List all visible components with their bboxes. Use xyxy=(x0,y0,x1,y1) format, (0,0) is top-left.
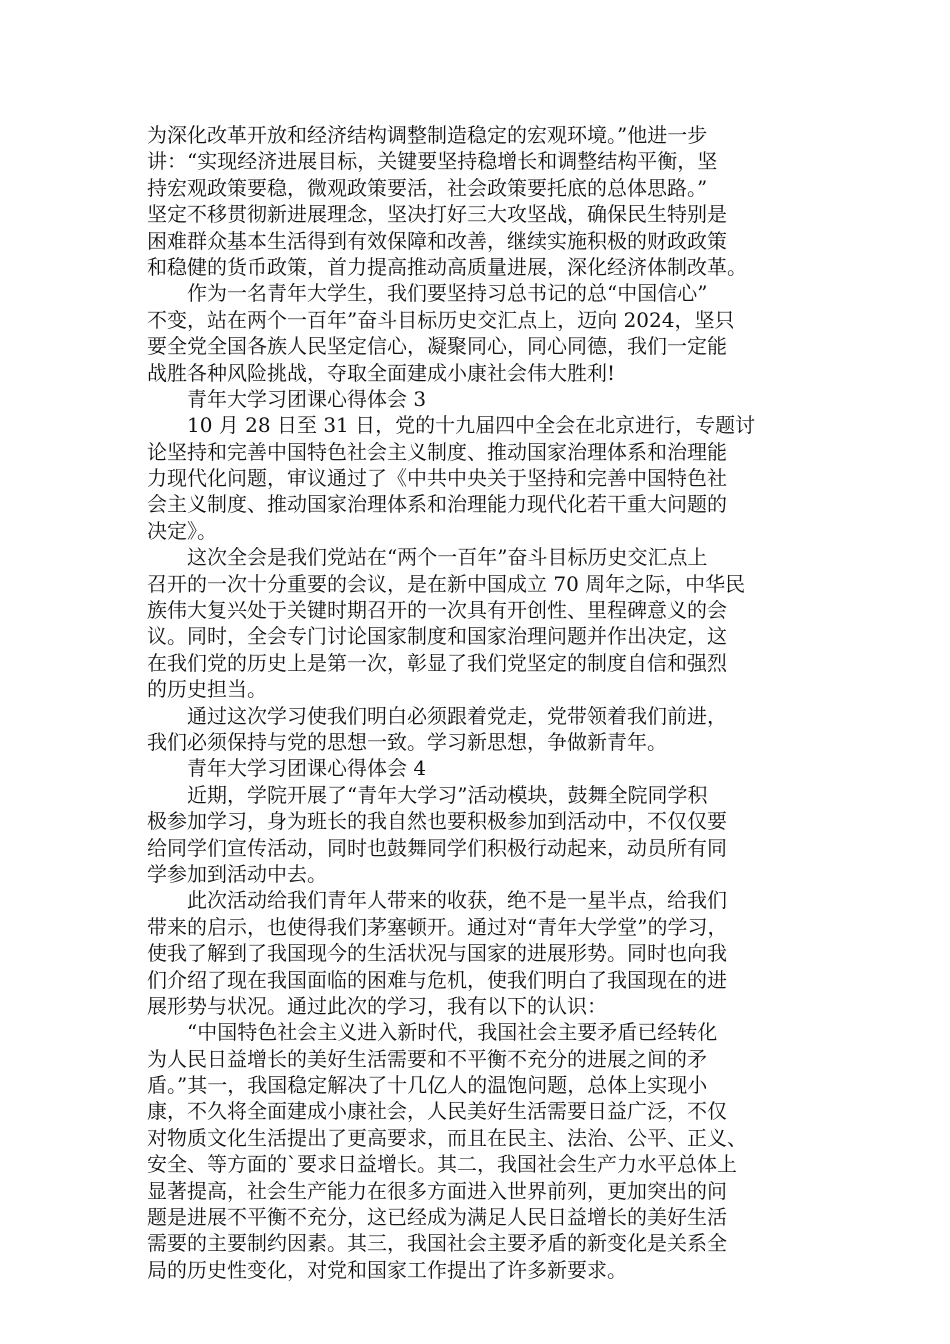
text-line: 需要的主要制约因素。其三，我国社会主要矛盾的新变化是关系全 xyxy=(147,1231,727,1256)
text-line: 力现代化问题，审议通过了《中共中央关于坚持和完善中国特色社 xyxy=(147,466,727,491)
text-line: 学参加到活动中去。 xyxy=(147,861,327,886)
text-line: 的历史担当。 xyxy=(147,677,267,702)
text-line: 议。同时，全会专门讨论国家制度和国家治理问题并作出决定，这 xyxy=(147,624,727,649)
text-line: 我们必须保持与党的思想一致。学习新思想，争做新青年。 xyxy=(147,729,667,754)
text-line: 论坚持和完善中国特色社会主义制度、推动国家治理体系和治理能 xyxy=(147,439,727,464)
text-line: 持宏观政策要稳，微观政策要活，社会政策要托底的总体思路。” xyxy=(147,175,708,200)
text-line: 康，不久将全面建成小康社会，人民美好生活需要日益广泛，不仅 xyxy=(147,1099,727,1124)
text-line: 青年大学习团课心得体会 3 xyxy=(187,386,427,411)
text-line: 和稳健的货币政策，首力提高推动高质量进展，深化经济体制改革。 xyxy=(147,254,747,279)
text-line: 困难群众基本生活得到有效保障和改善，继续实施积极的财政政策 xyxy=(147,228,727,253)
text-line: 青年大学习团课心得体会 4 xyxy=(187,756,427,781)
text-line: 要全党全国各族人民坚定信心，凝聚同心，同心同德，我们一定能 xyxy=(147,334,727,359)
text-line: 带来的启示，也使得我们茅塞顿开。通过对“青年大学堂”的学习， xyxy=(147,914,728,939)
text-line: 显著提高，社会生产能力在很多方面进入世界前列，更加突出的问 xyxy=(147,1178,727,1203)
text-line: 们介绍了现在我国面临的困难与危机，使我们明白了我国现在的进 xyxy=(147,967,727,992)
text-line: 不变，站在两个一百年”奋斗目标历史交汇点上，迈向 2024，坚只 xyxy=(147,307,735,332)
text-line: 为深化改革开放和经济结构调整制造稳定的宏观环境。”他进一步 xyxy=(147,123,708,147)
text-line: 盾。”其一，我国稳定解决了十几亿人的温饱问题，总体上实现小 xyxy=(147,1073,708,1098)
text-line: 题是进展不平衡不充分，这已经成为满足人民日益增长的美好生活 xyxy=(147,1205,727,1230)
text-line: 通过这次学习使我们明白必须跟着党走，党带领着我们前进， xyxy=(187,703,727,728)
text-line: 召开的一次十分重要的会议，是在新中国成立 70 周年之际，中华民 xyxy=(147,571,746,596)
text-line: 10 月 28 日至 31 日，党的十九届四中全会在北京进行，专题讨 xyxy=(187,413,756,438)
text-line: “中国特色社会主义进入新时代，我国社会主要矛盾已经转化 xyxy=(187,1020,718,1045)
text-line: 在我们党的历史上是第一次，彰显了我们党坚定的制度自信和强烈 xyxy=(147,650,727,675)
text-line: 安全、等方面的`要求日益增长。其二，我国社会生产力水平总体上 xyxy=(147,1152,737,1177)
text-line: 坚定不移贯彻新进展理念，坚决打好三大攻坚战，确保民生特别是 xyxy=(147,202,727,227)
text-line: 作为一名青年大学生，我们要坚持习总书记的总“中国信心” xyxy=(187,281,708,306)
text-line: 局的历史性变化，对党和国家工作提出了许多新要求。 xyxy=(147,1257,627,1282)
text-line: 决定》。 xyxy=(147,518,217,543)
text-line: 使我了解到了我国现今的生活状况与国家的进展形势。同时也向我 xyxy=(147,941,727,966)
text-line: 为人民日益增长的美好生活需要和不平衡不充分的进展之间的矛 xyxy=(147,1046,707,1071)
text-line: 极参加学习，身为班长的我自然也要积极参加到活动中，不仅仅要 xyxy=(147,809,727,834)
text-line: 讲：“实现经济进展目标，关键要坚持稳增长和调整结构平衡，坚 xyxy=(147,149,718,174)
text-line: 这次全会是我们党站在“两个一百年”奋斗目标历史交汇点上 xyxy=(187,545,708,570)
text-line: 展形势与状况。通过此次的学习，我有以下的认识： xyxy=(147,993,607,1018)
text-line: 族伟大复兴处于关键时期召开的一次具有开创性、里程碑意义的会 xyxy=(147,598,727,623)
text-line: 战胜各种风险挑战，夺取全面建成小康社会伟大胜利! xyxy=(147,360,616,385)
text-line: 近期，学院开展了“青年大学习”活动模块，鼓舞全院同学积 xyxy=(187,782,708,807)
text-line: 给同学们宣传活动，同时也鼓舞同学们积极行动起来，动员所有同 xyxy=(147,835,727,860)
document-body xyxy=(147,122,813,1283)
text-line: 会主义制度、推动国家治理体系和治理能力现代化若干重大问题的 xyxy=(147,492,727,517)
text-line: 对物质文化生活提出了更高要求，而且在民主、法治、公平、正义、 xyxy=(147,1125,747,1150)
text-line: 此次活动给我们青年人带来的收获，绝不是一星半点，给我们 xyxy=(187,888,727,913)
